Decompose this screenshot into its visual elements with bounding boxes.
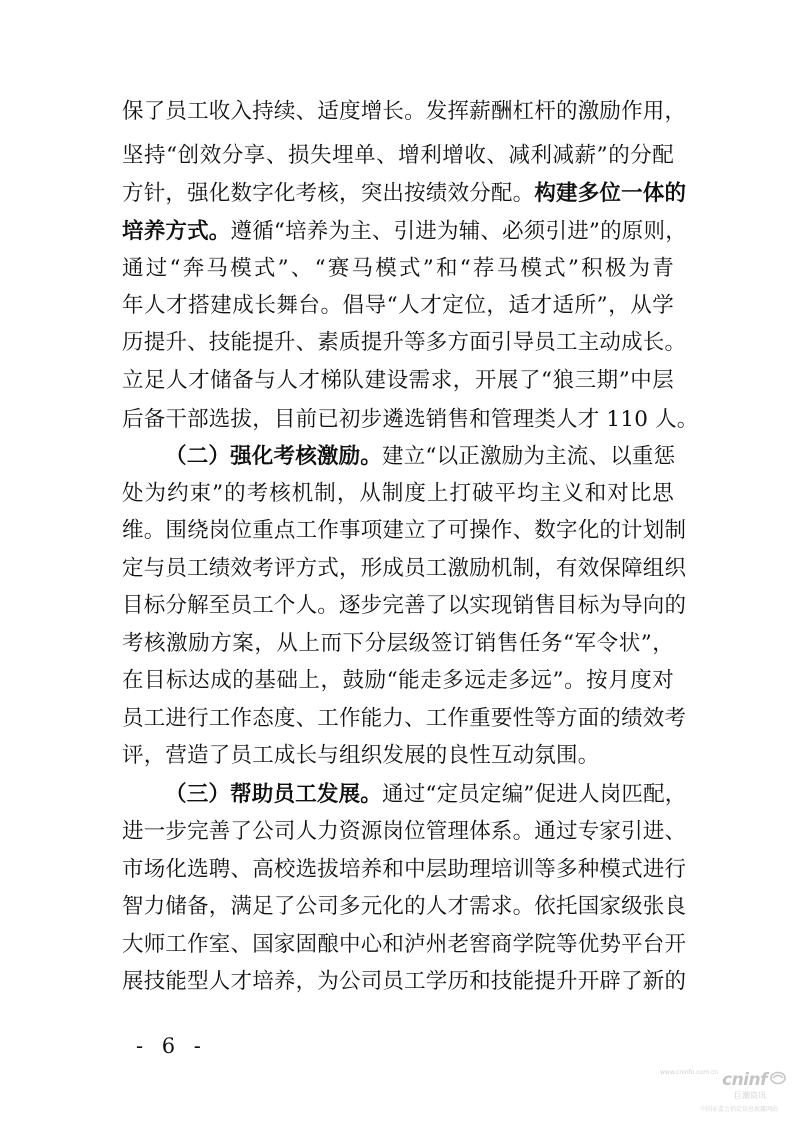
text-line-17: [122, 705, 687, 733]
line-segment: 坚持“创效分享、损失埋单、增利增收、减利减薪”的分配: [122, 143, 674, 168]
line-segment: 定与员工绩效考评方式，形成员工激励机制，有效保障组织: [122, 556, 687, 581]
text-line-14: [122, 592, 687, 620]
line-segment: 展技能型人才培养，为公司员工学历和技能提升开辟了新的: [122, 969, 687, 994]
watermark-name: 巨潮资讯: [734, 1091, 766, 1100]
text-line-13: [122, 555, 687, 583]
line-segment: 后备干部选拔，目前已初步遴选销售和管理类人才 110 人。: [122, 407, 699, 432]
cninfo-logo-icon: [770, 1071, 786, 1085]
text-line-15: [122, 630, 674, 658]
bold-heading-segment: 构建多位一体的: [534, 181, 687, 206]
watermark-logo: cninf: [722, 1070, 768, 1090]
text-line-5: [122, 255, 674, 283]
text-line-19: [165, 781, 687, 809]
text-line-7: [122, 329, 687, 357]
line-segment: 方针，强化数字化考核，突出按绩效分配。: [122, 181, 535, 206]
line-segment: 通过“定员定编”促进人岗匹配，: [382, 782, 687, 807]
watermark-caption: 中国证监会指定信息披露网站: [700, 1106, 779, 1113]
line-segment: 进一步完善了公司人力资源岗位管理体系。通过专家引进、: [122, 819, 687, 844]
line-segment: 员工进行工作态度、工作能力、工作重要性等方面的绩效考: [122, 706, 687, 731]
text-line-9: [122, 406, 699, 434]
text-line-24: [122, 968, 687, 996]
text-line-4: [122, 218, 687, 246]
line-segment: 立足人才储备与人才梯队建设需求，开展了“狼三期”中层: [122, 368, 674, 393]
text-line-3: [122, 180, 687, 208]
line-segment: 智力储备，满足了公司多元化的人才需求。依托国家级张良: [122, 894, 687, 919]
line-segment: 目标分解至员工个人。逐步完善了以实现销售目标为导向的: [122, 593, 687, 618]
section-heading-3: （三）帮助员工发展。: [165, 782, 383, 807]
line-segment: 市场化选聘、高校选拔培养和中层助理培训等多种模式进行: [122, 857, 687, 882]
text-line-12: [122, 517, 687, 545]
text-line-11: [122, 480, 674, 508]
section-heading-2: （二）强化考核激励。: [165, 444, 383, 469]
line-segment: 考核激励方案，从上而下分层级签订销售任务“军令状”，: [122, 631, 674, 656]
line-segment: 建立“以正激励为主流、以重惩: [382, 444, 676, 469]
text-line-22: [122, 893, 687, 921]
line-segment: 在目标达成的基础上，鼓励“能走多远走多远”。按月度对: [122, 668, 674, 693]
line-segment: 保了员工收入持续、适度增长。发挥薪酬杠杆的激励作用，: [122, 99, 687, 124]
watermark-url: www.cninfo.com.cn: [660, 1069, 719, 1076]
line-segment: 年人才搭建成长舞台。倡导“人才定位，适才适所”，从学: [122, 293, 674, 318]
line-segment: 评，营造了员工成长与组织发展的良性互动氛围。: [122, 743, 600, 768]
line-segment: 大师工作室、国家固酿中心和泸州老窖商学院等优势平台开: [122, 932, 687, 957]
text-line-2: [122, 142, 674, 170]
line-segment: 处为约束”的考核机制，从制度上打破平均主义和对比思: [122, 481, 674, 506]
text-line-6: [122, 292, 674, 320]
text-line-18: [122, 742, 674, 770]
line-segment: 遵循“培养为主、引进为辅、必须引进”的原则，: [230, 219, 687, 244]
text-line-16: [122, 667, 674, 695]
bold-heading-segment: 培养方式。: [122, 219, 231, 244]
text-line-23: [122, 931, 687, 959]
line-segment: 历提升、技能提升、素质提升等多方面引导员工主动成长。: [122, 330, 687, 355]
page-number: - 6 -: [136, 1034, 207, 1058]
text-line-20: [122, 818, 687, 846]
watermark: [700, 1068, 792, 1120]
line-segment: 通过“奔马模式”、“赛马模式”和“荐马模式”积极为青: [122, 256, 674, 281]
text-line-8: [122, 367, 674, 395]
text-line-10: [165, 443, 674, 471]
text-line-21: [122, 856, 687, 884]
line-segment: 维。围绕岗位重点工作事项建立了可操作、数字化的计划制: [122, 518, 687, 543]
text-line-1: [122, 98, 687, 126]
